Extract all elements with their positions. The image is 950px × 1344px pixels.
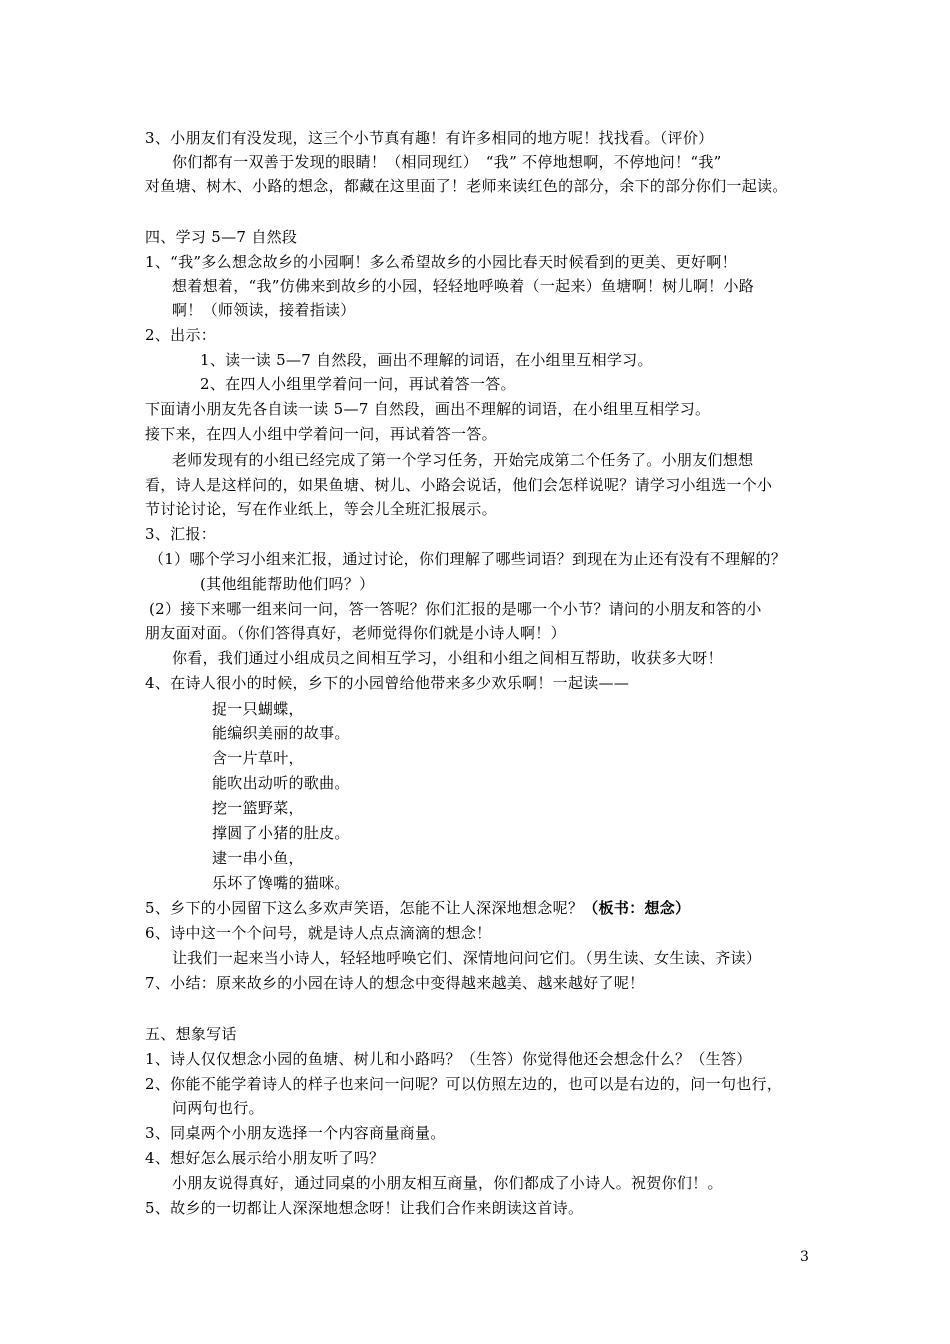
poem-line: 能吹出动听的歌曲。 [212, 774, 350, 792]
text-line: 节讨论讨论，写在作业纸上，等会儿全班汇报展示。 [145, 500, 497, 518]
poem-line: 撑圆了小猪的肚皮。 [212, 824, 350, 842]
poem-line: 含一片草叶， [212, 749, 304, 767]
page-number: 3 [800, 1249, 809, 1265]
poem-line: 捉一只蝴蝶， [212, 700, 304, 718]
board-note: （板书：想念） [583, 899, 691, 917]
text-line: 3、汇报： [145, 525, 217, 543]
text-line: 对鱼塘、树木、小路的想念，都藏在这里面了！老师来读红色的部分，余下的部分你们一起读。 [145, 177, 788, 195]
text-line: 想着想着，“我”仿佛来到故乡的小园，轻轻地呼唤着（一起来）鱼塘啊！树儿啊！小路 [172, 277, 755, 295]
text-line: 5、故乡的一切都让人深深地想念呀！让我们合作来朗读这首诗。 [145, 1199, 584, 1217]
text-line: 小朋友说得真好，通过同桌的小朋友相互商量，你们都成了小诗人。祝贺你们！。 [172, 1174, 723, 1192]
text-line: 下面请小朋友先各自读一读 5—7 自然段，画出不理解的词语，在小组里互相学习。 [145, 400, 711, 418]
text-line: （1）哪个学习小组来汇报，通过讨论，你们理解了哪些词语？到现在为止还有没有不理解的？ [149, 550, 787, 568]
poem-line: 挖一篮野菜， [212, 799, 304, 817]
text-line: 1、读一读 5—7 自然段，画出不理解的词语，在小组里互相学习。 [200, 351, 653, 369]
poem-line: 能编织美丽的故事。 [212, 724, 350, 742]
text-line: 你们都有一双善于发现的眼睛！（相同现红） “我” 不停地想啊，不停地问！“我” [172, 153, 722, 171]
text-line: 2、出示： [145, 326, 217, 344]
text-segment: 5、乡下的小园留下这么多欢声笑语，怎能不让人深深地想念呢？ [145, 899, 584, 917]
section-heading: 四、学习 5—7 自然段 [145, 228, 298, 246]
text-line: 2、你能不能学着诗人的样子也来问一问呢？可以仿照左边的，也可以是右边的，问一句也行， [145, 1075, 783, 1093]
text-line: 朋友面对面。（你们答得真好，老师觉得你们就是小诗人啊！） [145, 624, 566, 642]
text-line: 你看，我们通过小组成员之间相互学习，小组和小组之间相互帮助，收获多大呀！ [172, 649, 723, 667]
text-line: 2、在四人小组里学着问一问，再试着答一答。 [200, 375, 516, 393]
text-line: 老师发现有的小组已经完成了第一个学习任务，开始完成第二个任务了。小朋友们想想 [172, 451, 754, 469]
text-line: 啊！（师领读，接着指读） [172, 301, 356, 319]
text-line [145, 897, 825, 919]
text-line: 看，诗人是这样问的，如果鱼塘、树儿、小路会说话，他们会怎样说呢？请学习小组选一个小 [145, 476, 773, 494]
text-line: (2）接下来哪一组来问一问，答一答呢？你们汇报的是哪一个小节？请问的小朋友和答的小 [149, 600, 762, 618]
text-line: 3、同桌两个小朋友选择一个内容商量商量。 [145, 1124, 446, 1142]
poem-line: 乐坏了馋嘴的猫咪。 [212, 874, 350, 892]
text-line: 接下来，在四人小组中学着问一问，再试着答一答。 [145, 425, 497, 443]
text-line: 6、诗中这一个个问号，就是诗人点点滴滴的想念！ [145, 924, 492, 942]
text-line: 1、诗人仅仅想念小园的鱼塘、树儿和小路吗？（生答）你觉得他还会想念什么？（生答） [145, 1050, 752, 1068]
text-line: 4、在诗人很小的时候，乡下的小园曾给他带来多少欢乐啊！一起读—— [145, 674, 630, 692]
text-line: 让我们一起来当小诗人，轻轻地呼唤它们、深情地问问它们。（男生读、女生读、齐读） [172, 949, 762, 967]
section-heading: 五、想象写话 [145, 1025, 237, 1043]
poem-line: 逮一串小鱼， [212, 849, 304, 867]
text-line: 问两句也行。 [172, 1099, 264, 1117]
text-line: 1、“我”多么想念故乡的小园啊！多么希望故乡的小园比春天时候看到的更美、更好啊！ [145, 253, 737, 271]
text-line: 4、想好怎么展示给小朋友听了吗？ [145, 1149, 385, 1167]
text-line: 7、小结：原来故乡的小园在诗人的想念中变得越来越美、越来越好了呢！ [145, 974, 645, 992]
text-line: 3、小朋友们有没发现，这三个小节真有趣！有许多相同的地方呢！找找看。（评价） [145, 129, 714, 147]
text-line: (其他组能帮助他们吗？） [200, 575, 375, 593]
